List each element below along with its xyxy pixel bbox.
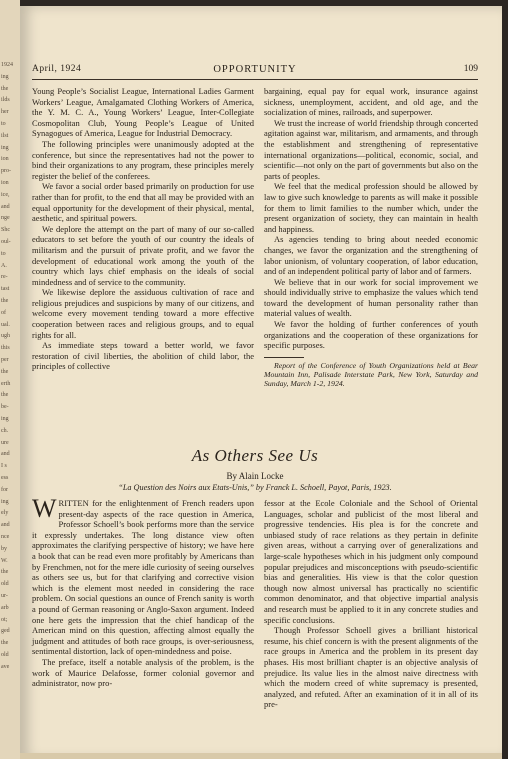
paragraph: We trust the increase of world friendship through concerted agitation against war, militarism, and armaments, and through the establishment and strengthening of representative international organizations—political, economic, social, and scientific—not only on the part of governments but also on the parts of peoples. (264, 117, 478, 181)
margin-fragment: and (1, 203, 10, 210)
book-reference: “La Question des Noirs aux Etats-Unis,” by Franck L. Schoell, Payot, Paris, 1923. (118, 483, 392, 492)
margin-fragment: and (1, 451, 10, 458)
paragraph: fessor at the Ecole Coloniale and the School of Oriental Languages, scholar and publicist of the most liberal and progressive tendencies. His plea is for the concrete and unbiased study of race relations as they pertain in definite given areas, without a carrying over of generalizations and large-scale hypotheses which in his judgment only compound popular prejudices and misconceptions with pseudo-scientific bias and generalities. His view is that the color question though now almost universal has practically no scientific common denominator, and that objective impartial analysis and research must be applied to it in any concrete studies and specific conclusions. (264, 498, 478, 625)
margin-fragment: tast (1, 286, 10, 293)
page-bottom-edge (20, 753, 502, 759)
section-divider (264, 357, 304, 358)
paragraph: We believe that in our work for social improvement we should individually strive to emphasize the values which tend toward the development of human personality rather than material values of wealth. (264, 276, 478, 319)
margin-fragment: ing (1, 498, 9, 505)
article-byline: By Alain Locke (226, 471, 284, 481)
paragraph: The following principles were unanimously adopted at the conference, but since the representatives had not the power to bind their organizations to any program, these principles merely register the belief of the conferees. (32, 138, 254, 181)
margin-fragment: ot; (1, 616, 8, 623)
paragraph: We favor a social order based primarily on production for use rather than for profit, to the end that all may be provided with an equal opportunity for the development of their physical, mental, aesthetic, and spiritual powers. (32, 181, 254, 224)
margin-fragment: ing (1, 73, 9, 80)
paragraph (32, 494, 254, 657)
margin-fragment: 1924 (1, 62, 13, 68)
margin-fragment: ice, (1, 191, 10, 198)
margin-fragment: arb (1, 604, 9, 611)
margin-fragment: the (1, 368, 9, 375)
margin-fragment: re- (1, 274, 8, 281)
header-magazine-name: OPPORTUNITY (213, 64, 297, 75)
margin-fragment: per (1, 357, 9, 363)
paragraph-text: RITTEN for the enlightenment of French readers upon present-day aspects of the race question in America, Professor Schoell’s book performs more than the service it expressly undertakes. The long distance view often approximates the clarifying perspective of history; we have here a book that can be read even more profitably by Americans than by Frenchmen, not for the mere idle curiosity of seeing ourselves as others see us, but for that clarifying and corrective vision which is the element most needed in considering the race problem. On social questions an ounce of French sanity is worth a pound of German reasoning or Anglo-Saxon argument. Indeed one here gets the impression that the chief handicap of the American mind on this question, affecting almost equally the judgment and attitudes of both race groups, is over-seriousness, sentimental distortion, lack of open-mindedness and poise. (32, 498, 254, 657)
paragraph: The preface, itself a notable analysis of the problem, is the work of Maurice Delafosse, former colonial governor and administrator, now pro- (32, 656, 254, 689)
margin-fragment: ing (1, 144, 9, 151)
margin-fragment: be- (1, 404, 9, 411)
margin-fragment: ess (1, 475, 9, 481)
margin-fragment: the (1, 85, 9, 92)
margin-fragment: ged (1, 628, 10, 635)
margin-fragment: old (1, 581, 9, 588)
paragraph: We likewise deplore the assiduous cultivation of race and religious prejudices and suspicions by many of our citizens, and welcome every movement tending toward a more effective cooperation between races and religious groups, and to equal rights for all. (32, 287, 254, 340)
margin-fragment: ion (1, 156, 9, 163)
margin-fragment: A. (1, 262, 7, 269)
margin-fragment: the (1, 298, 9, 304)
paragraph: Young People’s Socialist League, International Ladies Garment Workers’ League, Amalgamated Clothing Workers of America, the Y. M. C. A., Young Workers’ League, Inter-Collegiate Cosmopolitan Club, Young People’s League of United Synagogues of America, League for Industrial Democracy. (32, 86, 254, 139)
paragraph: As agencies tending to bring about needed economic changes, we favor the organization and the strengthening of labor unionism, of voluntary cooperation, of labor education, and of an independent political party of labor and of farmers. (264, 234, 478, 277)
paragraph: Though Professor Schoell gives a brilliant historical resume, his chief concern is with the present alignments of the race groups in America and the problem in its present day phases. His most brilliant chapter is an objective analysis of prejudice. Its value lies in the almost naive directness with which the modern creed of white supremacy is presented, analyzed, and refuted. After an examination of it in all of its pre- (264, 625, 478, 710)
margin-fragment: old (1, 652, 9, 658)
report-note: Report of the Conference of Youth Organizations held at Bear Mountain Inn, Palisade Interstate Park, New York, Saturday and Sunday, March 1-2, 1924. (264, 360, 478, 389)
column-1 (32, 86, 254, 372)
paragraph: We feel that the medical profession should be allowed by law to give such knowledge to parents as will make it possible for them to limit families to the number which, under the present organization of society, they can maintain in health and happiness. (264, 181, 478, 234)
margin-fragment: ual. (1, 321, 10, 328)
margin-fragment: ilst (1, 132, 9, 139)
running-header (32, 64, 478, 80)
margin-fragment: ave (1, 663, 10, 670)
margin-fragment: pro- (1, 168, 11, 175)
magazine-page (20, 6, 502, 759)
column-3 (32, 494, 254, 689)
drop-cap: W (32, 494, 57, 523)
margin-fragment: oul- (1, 239, 11, 245)
margin-fragment: erth (1, 380, 11, 387)
margin-fragment: ing (1, 416, 9, 422)
margin-fragment: ch. (1, 427, 9, 434)
paragraph: bargaining, equal pay for equal work, insurance against sickness, unemployment, accident, and old age, and the socialization of mines, railroads, and superpower. (264, 86, 478, 118)
paragraph: We favor the holding of further conferences of youth organizations and the cooperation of these organizations for specific purposes. (264, 319, 478, 351)
margin-fragment: nce (1, 534, 10, 540)
article-title: As Others See Us (191, 446, 319, 465)
margin-fragment: by (1, 545, 7, 552)
margin-fragment: ugh (1, 333, 10, 340)
margin-fragment: nge (1, 215, 10, 222)
margin-fragment: the (1, 392, 9, 399)
margin-fragment: the (1, 569, 9, 576)
column-4 (264, 498, 478, 710)
margin-fragment: ure (1, 439, 9, 446)
margin-fragment: ion (1, 180, 9, 186)
margin-fragment: to (1, 121, 6, 127)
margin-fragment: this (1, 345, 10, 352)
column-2 (264, 86, 478, 388)
margin-fragment: ur- (1, 593, 8, 599)
margin-fragment: I s (1, 463, 7, 470)
margin-fragment: ilds (1, 97, 10, 104)
margin-fragment: the (1, 640, 9, 647)
paragraph: We deplore the attempt on the part of many of our so-called educators to set before the youth of our country the ideals of militarism and the pursuit of private profit, and we favor the development of educational work among the youth of the country which lays chief emphasis on the ideals of social mindedness and of service to the community. (32, 223, 254, 287)
adjacent-page-strip (0, 0, 20, 759)
margin-fragment: ely (1, 510, 9, 517)
header-rule (32, 79, 478, 80)
margin-fragment: and (1, 522, 10, 529)
margin-fragment: for (1, 486, 8, 493)
margin-fragment: to (1, 250, 6, 257)
margin-fragment: W. (1, 557, 8, 564)
header-page-number: 109 (463, 64, 478, 74)
header-date: April, 1924 (32, 64, 82, 74)
margin-fragment: Shc (1, 227, 10, 234)
paragraph: As immediate steps toward a better world, we favor restoration of civil liberties, the abolition of child labor, the principles of collective (32, 340, 254, 372)
margin-fragment: her (1, 109, 9, 116)
margin-fragment: of (1, 309, 6, 316)
